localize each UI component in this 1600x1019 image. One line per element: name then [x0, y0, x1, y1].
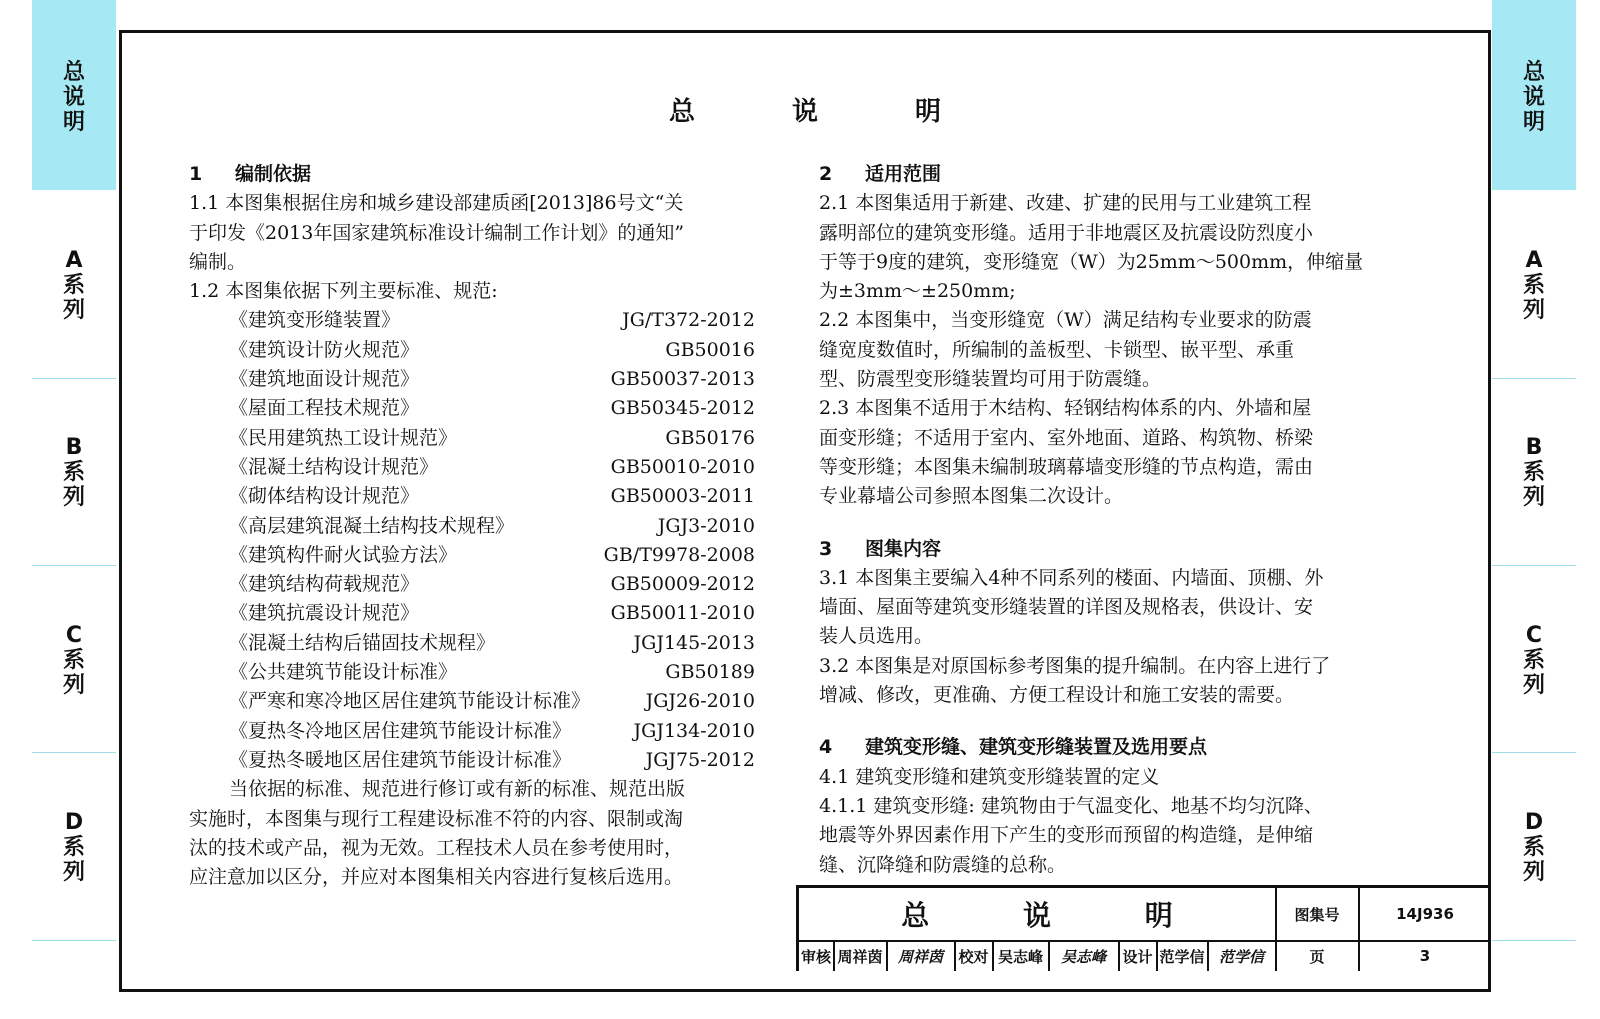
side-tab-b[interactable]: [32, 435, 116, 555]
side-tab-a-label: A系列: [62, 248, 85, 323]
side-tab-c-label: C系列: [62, 623, 85, 698]
standard-name: 《建筑结构荷载规范》: [229, 573, 420, 596]
side-tab-d-label: D系列: [1522, 810, 1545, 885]
section-title: 编制依据: [235, 163, 312, 185]
paragraph-line: 汰的技术或产品，视为无效。工程技术人员在参考使用时，: [189, 836, 684, 859]
side-tab-general[interactable]: [1492, 0, 1576, 190]
standard-row: [189, 394, 755, 423]
section-heading: [819, 535, 1399, 564]
paragraph-line: 装人员选用。: [819, 625, 934, 648]
paragraph-line: 露明部位的建筑变形缝。适用于非地震区及抗震设防烈度小: [819, 221, 1314, 244]
standard-code: GB50009-2012: [610, 573, 755, 596]
standard-code: GB50037-2013: [610, 368, 755, 391]
standard-row: [189, 629, 755, 658]
standard-row: [189, 365, 755, 394]
checker-name: 吴志峰: [997, 947, 1043, 966]
side-tab-general[interactable]: [32, 0, 116, 190]
paragraph-line: 1.2 本图集依据下列主要标准、规范:: [189, 280, 498, 303]
side-tab-a[interactable]: [1492, 248, 1576, 368]
standard-code: GB/T9978-2008: [603, 543, 755, 566]
atlas-number-label: 图集号: [1294, 905, 1340, 924]
title-block-title: 总 说 明: [901, 899, 1215, 932]
paragraph-line: 地震等外界因素作用下产生的变形而预留的构造缝，是伸缩: [819, 824, 1314, 847]
standard-code: GB50189: [665, 661, 755, 684]
standard-code: JGJ26-2010: [645, 690, 755, 713]
side-tab-general-label: 总说明: [1522, 60, 1545, 135]
side-tab-b-label: B系列: [1522, 435, 1545, 510]
paragraph-line: 缝宽度数值时，所编制的盖板型、卡锁型、嵌平型、承重: [819, 338, 1295, 361]
checker-signature: 吴志峰: [1060, 947, 1106, 966]
standard-row: [189, 306, 755, 335]
standard-row: [189, 599, 755, 628]
standard-name: 《混凝土结构后锚固技术规程》: [229, 631, 496, 654]
paragraph-line: 应注意加以区分，并应对本图集相关内容进行复核后选用。: [189, 866, 684, 889]
standard-row: [189, 746, 755, 775]
paragraph-line: 1.1 本图集根据住房和城乡建设部建质函[2013]86号文“关: [189, 192, 684, 215]
standard-name: 《砌体结构设计规范》: [229, 485, 420, 508]
standard-name: 《建筑构件耐火试验方法》: [229, 543, 458, 566]
paragraph-line: 墙面、屋面等建筑变形缝装置的详图及规格表，供设计、安: [819, 596, 1314, 619]
reviewer-signature: 周祥茵: [897, 947, 943, 966]
paragraph-line: 4.1.1 建筑变形缝: 建筑物由于气温变化、地基不均匀沉降、: [819, 794, 1323, 817]
standard-code: GB50016: [665, 338, 755, 361]
standard-name: 《夏热冬冷地区居住建筑节能设计标准》: [229, 719, 572, 742]
standard-name: 《建筑设计防火规范》: [229, 338, 420, 361]
side-divider: [1492, 378, 1576, 379]
standard-row: [189, 512, 755, 541]
standard-row: [189, 687, 755, 716]
paragraph-line: 增减、修改，更准确、方便工程设计和施工安装的需要。: [819, 684, 1295, 707]
side-tab-b-label: B系列: [62, 435, 85, 510]
paragraph-line: 实施时，本图集与现行工程建设标准不符的内容、限制或淘: [189, 807, 684, 830]
standard-row: [189, 453, 755, 482]
section-title: 适用范围: [865, 163, 942, 185]
page-title: 总 说 明: [668, 97, 986, 127]
standard-row: [189, 336, 755, 365]
paragraph-line: 2.1 本图集适用于新建、改建、扩建的民用与工业建筑工程: [819, 192, 1312, 215]
paragraph-line: 3.2 本图集是对原国标参考图集的提升编制。在内容上进行了: [819, 654, 1331, 677]
paragraph-line: 2.3 本图集不适用于木结构、轻钢结构体系的内、外墙和屋: [819, 397, 1312, 420]
side-divider: [32, 378, 116, 379]
side-tab-general-label: 总说明: [62, 60, 85, 135]
side-divider: [32, 752, 116, 753]
right-column: [819, 160, 1399, 880]
paragraph-line: 型、防震型变形缝装置均可用于防震缝。: [819, 368, 1162, 391]
title-block: [796, 885, 1491, 971]
section-title: 图集内容: [865, 537, 942, 560]
paragraph-line: 于等于9度的建筑，变形缝宽（W）为25mm～500mm，伸缩量: [819, 250, 1364, 273]
section-title: 建筑变形缝、建筑变形缝装置及选用要点: [865, 736, 1208, 759]
side-tab-d[interactable]: [32, 810, 116, 930]
standard-name: 《公共建筑节能设计标准》: [229, 661, 458, 684]
paragraph-line: 于印发《2013年国家建筑标准设计编制工作计划》的通知”: [189, 221, 685, 244]
standard-code: GB50011-2010: [610, 602, 755, 625]
standard-row: [189, 482, 755, 511]
paragraph-line: 4.1 建筑变形缝和建筑变形缝装置的定义: [819, 765, 1160, 788]
standard-code: GB50010-2010: [610, 455, 755, 478]
side-tab-c[interactable]: [32, 623, 116, 743]
paragraph-line: 编制。: [189, 250, 247, 273]
spacer: [819, 512, 1399, 535]
side-tab-d-label: D系列: [62, 810, 85, 885]
standard-row: [189, 570, 755, 599]
section-number: 4: [819, 736, 833, 759]
standard-row: [189, 541, 755, 570]
standard-code: JGJ145-2013: [633, 631, 755, 654]
standard-code: JGJ134-2010: [633, 719, 755, 742]
side-tab-d[interactable]: [1492, 810, 1576, 930]
paragraph-line: 等变形缝；本图集未编制玻璃幕墙变形缝的节点构造，需由: [819, 455, 1314, 478]
atlas-number: 14J936: [1396, 905, 1454, 923]
paragraph-line: 面变形缝；不适用于室内、室外地面、道路、构筑物、桥梁: [819, 426, 1314, 449]
standard-code: GB50176: [665, 426, 755, 449]
standard-name: 《建筑变形缝装置》: [229, 309, 401, 332]
side-tab-c-label: C系列: [1522, 623, 1545, 698]
paragraph-line: 缝、沉降缝和防震缝的总称。: [819, 853, 1067, 876]
side-divider: [1492, 752, 1576, 753]
designer-signature: 范学信: [1218, 947, 1264, 966]
drawing-frame: [119, 30, 1491, 992]
standard-code: JGJ75-2012: [645, 748, 755, 771]
designer-name: 范学信: [1159, 947, 1205, 966]
left-column: [189, 160, 755, 892]
design-label: 设计: [1122, 947, 1153, 966]
side-tab-c[interactable]: [1492, 623, 1576, 743]
paragraph-line: 专业幕墙公司参照本图集二次设计。: [819, 485, 1124, 508]
standard-name: 《屋面工程技术规范》: [229, 397, 420, 420]
paragraph-line: 2.2 本图集中，当变形缝宽（W）满足结构专业要求的防震: [819, 309, 1312, 332]
standard-code: GB50003-2011: [610, 485, 755, 508]
standard-name: 《严寒和寒冷地区居住建筑节能设计标准》: [229, 690, 591, 713]
standard-row: [189, 658, 755, 687]
section-heading: [189, 160, 749, 189]
standard-name: 《高层建筑混凝土结构技术规程》: [229, 514, 515, 537]
paragraph-line: 为±3mm～±250mm;: [819, 280, 1016, 303]
spacer: [819, 710, 1399, 733]
review-label: 审核: [800, 947, 831, 966]
standard-name: 《建筑地面设计规范》: [229, 368, 420, 391]
paragraph-line: 当依据的标准、规范进行修订或有新的标准、规范出版: [229, 778, 686, 801]
section-number: 2: [819, 163, 833, 185]
standard-row: [189, 424, 755, 453]
section-heading: [819, 733, 1399, 762]
side-divider: [32, 565, 116, 566]
side-divider: [1492, 565, 1576, 566]
page-number: 3: [1419, 947, 1431, 965]
side-tab-b[interactable]: [1492, 435, 1576, 555]
standard-code: JG/T372-2012: [622, 309, 755, 332]
side-tab-a-label: A系列: [1522, 248, 1545, 323]
section-number: 3: [819, 537, 833, 560]
side-divider: [32, 940, 116, 941]
section-number: 1: [189, 163, 203, 185]
check-label: 校对: [958, 947, 989, 966]
paragraph-line: 3.1 本图集主要编入4种不同系列的楼面、内墙面、顶棚、外: [819, 566, 1324, 589]
standard-name: 《夏热冬暖地区居住建筑节能设计标准》: [229, 748, 572, 771]
standard-name: 《建筑抗震设计规范》: [229, 602, 420, 625]
reviewer-name: 周祥茵: [837, 947, 883, 966]
standard-code: JGJ3-2010: [657, 514, 755, 537]
standard-code: GB50345-2012: [610, 397, 755, 420]
section-heading: [819, 160, 1399, 189]
side-tab-a[interactable]: [32, 248, 116, 368]
side-divider: [1492, 940, 1576, 941]
page-label: 页: [1309, 947, 1325, 966]
standard-row: [189, 717, 755, 746]
standard-name: 《民用建筑热工设计规范》: [229, 426, 458, 449]
standard-name: 《混凝土结构设计规范》: [229, 455, 439, 478]
